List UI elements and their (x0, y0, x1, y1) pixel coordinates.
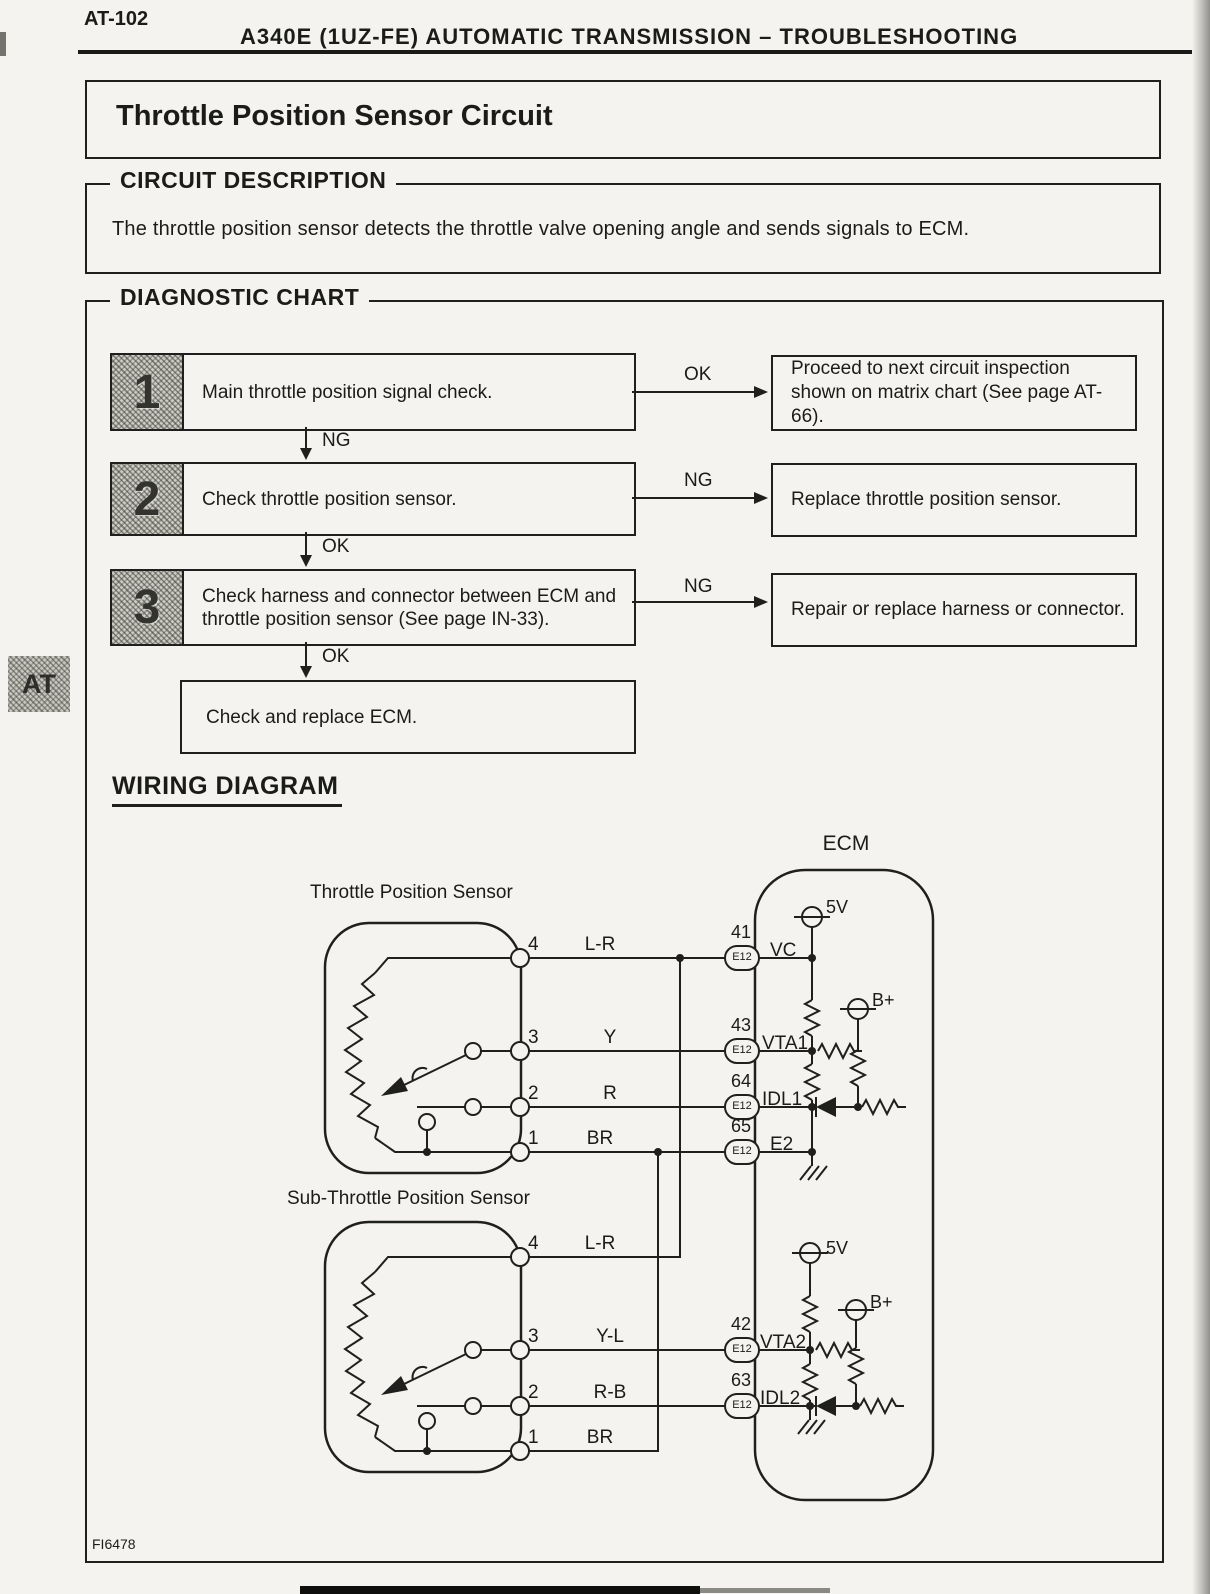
step-text: Check throttle position sensor. (202, 488, 457, 510)
header-rule (78, 50, 1192, 54)
supply-5v-label: 5V (826, 1238, 849, 1258)
branch-label-ok-1: OK (684, 364, 712, 385)
terminal-number-63: 63 (730, 1370, 752, 1390)
main-wire-lr: L-R (584, 934, 616, 955)
step-text: Main throttle position signal check. (202, 381, 493, 403)
header-title: A340E (1UZ-FE) AUTOMATIC TRANSMISSION – TROUBLESHOOTING (240, 24, 1019, 49)
signal-vta1: VTA1 (762, 1033, 809, 1054)
down-label-ok-2: OK (322, 536, 350, 557)
terminal-number-41: 41 (730, 922, 752, 942)
main-wire-y: Y (603, 1027, 617, 1048)
branch-label-ng-3: NG (684, 576, 713, 597)
section-tab: AT (8, 656, 70, 712)
sub-pin-2: 2 (528, 1382, 539, 1403)
step-number-badge: 3 (112, 571, 184, 644)
result-text: Replace throttle position sensor. (791, 489, 1062, 510)
down-label-ng-1: NG (322, 430, 351, 451)
branch-label-ng-2: NG (684, 470, 713, 491)
sub-pin-4: 4 (528, 1233, 539, 1254)
sub-pin-1: 1 (528, 1427, 539, 1448)
connector-e12: E12 (732, 1044, 752, 1056)
connector-e12: E12 (732, 951, 752, 963)
flow-result-1 (771, 355, 1137, 431)
connector-e12: E12 (732, 1399, 752, 1411)
main-pin-4: 4 (528, 934, 539, 955)
battery-bplus-label: B+ (870, 1292, 893, 1312)
scan-mark (0, 32, 6, 56)
sub-wire-yl: Y-L (596, 1326, 624, 1347)
flow-step-4 (180, 680, 636, 754)
flow-step-3 (110, 569, 636, 646)
step-text: Check and replace ECM. (206, 706, 418, 728)
circuit-description-body: The throttle position sensor detects the throttle valve opening angle and sends signals to ECM. (112, 218, 970, 240)
sub-sensor-label: Sub-Throttle Position Sensor (287, 1188, 530, 1209)
wiring-diagram-heading: WIRING DIAGRAM (112, 772, 342, 807)
connector-e12: E12 (732, 1343, 752, 1355)
page-title: Throttle Position Sensor Circuit (116, 100, 553, 132)
signal-e2: E2 (770, 1134, 794, 1155)
ecm-label: ECM (822, 832, 870, 855)
signal-vta2: VTA2 (760, 1332, 807, 1353)
step-number-badge: 2 (112, 464, 184, 534)
connector-e12: E12 (732, 1100, 752, 1112)
main-pin-2: 2 (528, 1083, 539, 1104)
flow-step-1 (110, 353, 636, 431)
battery-bplus-label: B+ (872, 990, 895, 1010)
step-number-badge: 1 (112, 355, 184, 429)
figure-code: FI6478 (92, 1536, 136, 1552)
scan-edge-shadow (1192, 0, 1210, 1594)
main-wire-br: BR (586, 1128, 614, 1149)
flow-result-2 (771, 463, 1137, 537)
circuit-description-heading: CIRCUIT DESCRIPTION (110, 167, 396, 194)
diagnostic-chart-heading: DIAGNOSTIC CHART (110, 284, 369, 311)
sub-wire-br: BR (586, 1427, 614, 1448)
terminal-number-43: 43 (730, 1015, 752, 1035)
flow-step-2 (110, 462, 636, 536)
sub-wire-rb: R-B (593, 1382, 627, 1403)
terminal-number-64: 64 (730, 1071, 752, 1091)
page-number: AT-102 (84, 8, 149, 30)
signal-idl2: IDL2 (760, 1388, 801, 1409)
supply-5v-label: 5V (826, 897, 849, 917)
sub-pin-3: 3 (528, 1326, 539, 1347)
sub-wire-lr: L-R (584, 1233, 616, 1254)
main-pin-3: 3 (528, 1027, 539, 1048)
main-pin-1: 1 (528, 1128, 539, 1149)
terminal-number-42: 42 (730, 1314, 752, 1334)
signal-idl1: IDL1 (762, 1089, 803, 1110)
connector-e12: E12 (732, 1145, 752, 1157)
down-label-ok-3: OK (322, 646, 350, 667)
scan-bottom-bar (300, 1586, 700, 1594)
terminal-number-65: 65 (730, 1116, 752, 1136)
result-text: Proceed to next circuit inspection shown on matrix chart (See page AT-66). (791, 358, 1103, 427)
main-wire-r: R (603, 1083, 617, 1104)
scan-bottom-smudge (700, 1588, 830, 1593)
flow-result-3 (771, 573, 1137, 647)
result-text: Repair or replace harness or connector. (791, 599, 1125, 620)
main-sensor-label: Throttle Position Sensor (310, 882, 513, 903)
step-text: Check harness and connector between ECM and throttle position sensor (See page IN-33). (202, 585, 617, 630)
signal-vc: VC (770, 940, 797, 961)
